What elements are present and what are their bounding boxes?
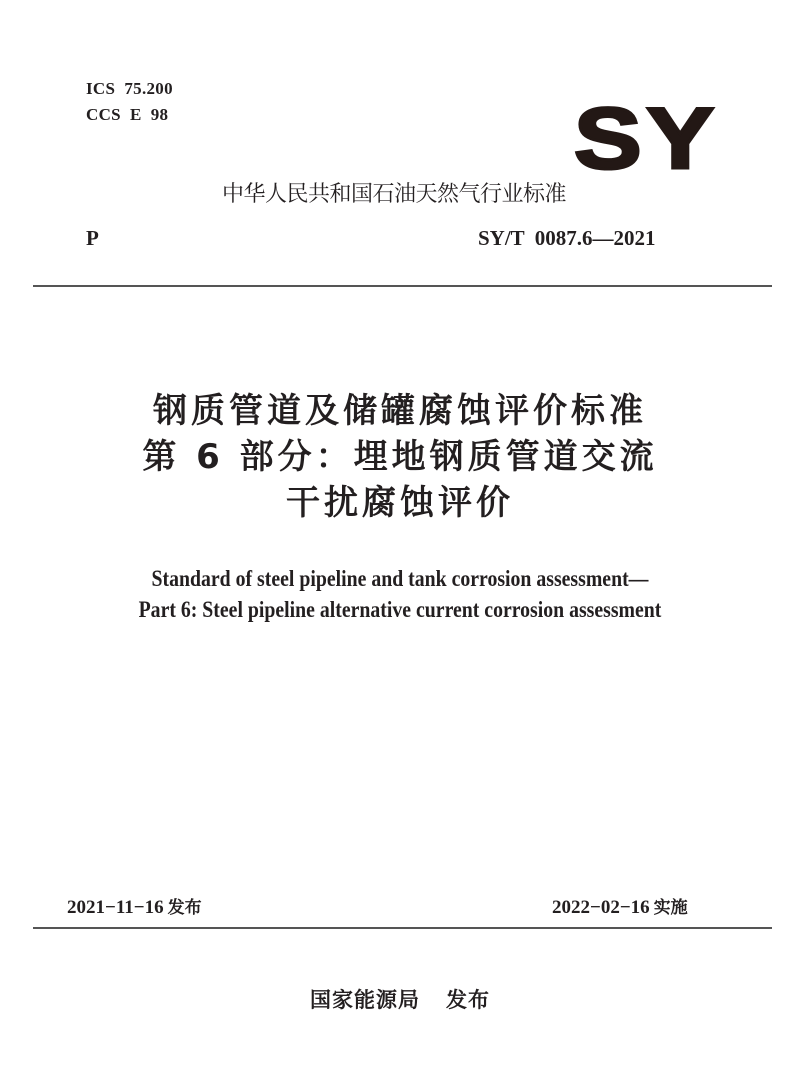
issue-label: 发布 [167, 898, 202, 918]
sy-logo: SY [574, 91, 719, 187]
issuer-heading: 中华人民共和国石油天然气行业标准 [222, 182, 567, 207]
english-title [0, 563, 800, 625]
classification-codes [86, 76, 173, 128]
ccs-code: CCS E 98 [86, 105, 169, 124]
top-divider [33, 285, 772, 287]
english-title-line-1: Standard of steel pipeline and tank corrosion assessment— [151, 566, 649, 591]
implement-date-block [552, 895, 688, 921]
english-title-line-2: Part 6: Steel pipeline alternative current corrosion assessment [138, 597, 662, 622]
implement-date: 2022−02−16 [552, 897, 650, 918]
bottom-divider [33, 927, 772, 929]
issue-date-block [67, 895, 202, 921]
chinese-title-line-3: 干扰腐蚀评价 [286, 483, 514, 523]
publisher-name: 国家能源局 [310, 988, 420, 1012]
chinese-title-line-2: 第 6 部分：埋地钢质管道交流 [142, 437, 658, 477]
ics-code: ICS 75.200 [86, 79, 173, 98]
issue-date: 2021−11−16 [67, 897, 164, 918]
chinese-title [0, 388, 800, 526]
publish-label: 发布 [446, 988, 490, 1012]
category-code: P [86, 226, 99, 250]
chinese-title-line-1: 钢质管道及储罐腐蚀评价标准 [153, 391, 647, 431]
standard-number: SY/T 0087.6—2021 [478, 226, 656, 250]
publisher-line [0, 985, 800, 1015]
implement-label: 实施 [653, 898, 688, 918]
